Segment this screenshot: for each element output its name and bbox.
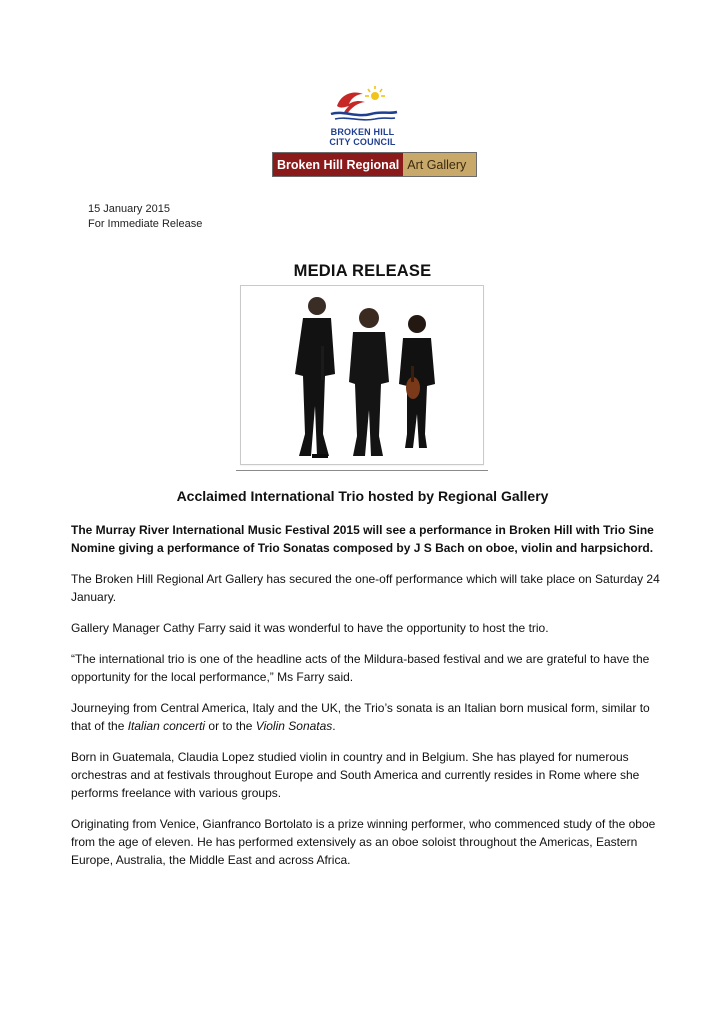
gallery-banner-logo <box>272 152 477 177</box>
council-logo-icon <box>323 84 403 126</box>
p4-italic-concerti: Italian concerti <box>127 719 206 733</box>
banner-left-text: Broken Hill Regional <box>273 153 403 176</box>
dateline <box>88 202 202 232</box>
body-paragraph-2: Gallery Manager Cathy Farry said it was wonderful to have the opportunity to host the trio. <box>71 621 549 635</box>
p4-text-a: Journeying from Central America, Italy and the UK, the Trio’s sonata is an Italian born musical form, similar to that of the <box>71 701 650 733</box>
article-body <box>71 521 661 882</box>
body-paragraph-6: Originating from Venice, Gianfranco Bortolato is a prize winning performer, who commenced study of the oboe from the age of eleven. He has performed extensively as an oboe soloist throughout the Americas, Eastern Europe, Australia, the Middle East and across Africa. <box>71 817 656 867</box>
p4-italic-violin-sonatas: Violin Sonatas <box>255 719 333 733</box>
trio-photo-image <box>241 286 483 464</box>
page-title: MEDIA RELEASE <box>293 262 432 280</box>
council-name-line2: CITY COUNCIL <box>329 137 396 147</box>
article-headline: Acclaimed International Trio hosted by Regional Gallery <box>176 488 549 504</box>
body-paragraph-4 <box>71 699 661 735</box>
release-status: For Immediate Release <box>88 218 203 230</box>
council-name-line1: BROKEN HILL <box>330 127 395 137</box>
p4-text-e: . <box>332 719 336 733</box>
p4-text-c: or to the <box>205 719 256 733</box>
photo-divider <box>236 470 488 471</box>
trio-photo <box>240 285 484 465</box>
body-paragraph-1: The Broken Hill Regional Art Gallery has secured the one-off performance which will take place on Saturday 24 January. <box>71 572 660 604</box>
body-paragraph-3: “The international trio is one of the headline acts of the Mildura-based festival and we are grateful to have the opportunity for the local performance,” Ms Farry said. <box>71 652 650 684</box>
council-name <box>0 127 725 147</box>
lead-paragraph: The Murray River International Music Festival 2015 will see a performance in Broken Hill with Trio Sine Nomine giving a performance of Trio Sonatas composed by J S Bach on oboe, violin and harpsichord. <box>71 523 654 555</box>
release-date: 15 January 2015 <box>88 203 170 215</box>
banner-right-text: Art Gallery <box>403 153 476 176</box>
body-paragraph-5: Born in Guatemala, Claudia Lopez studied violin in country and in Belgium. She has played for numerous orchestras and at festivals throughout Europe and South America and currently resides in Rome where she performs freelance with various groups. <box>71 750 640 800</box>
council-logo <box>0 84 725 126</box>
